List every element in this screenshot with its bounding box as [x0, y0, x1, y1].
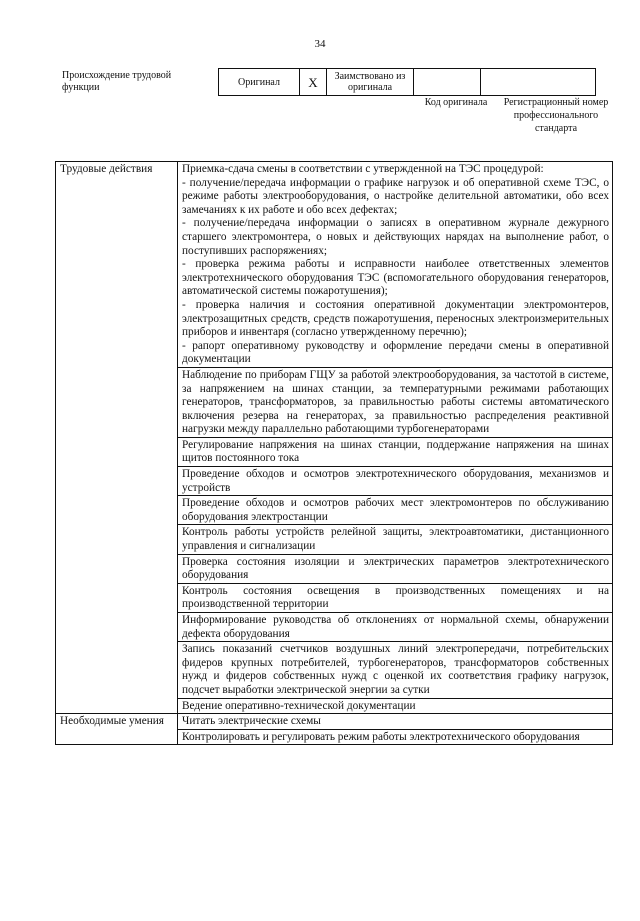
- code-caption: Код оригинала: [424, 97, 488, 108]
- labor-action: Проведение обходов и осмотров рабочих мест электромонтеров по обслуживанию оборудования электростанции: [178, 496, 613, 525]
- function-table: [55, 161, 613, 745]
- page-number: 34: [314, 38, 326, 50]
- labor-action: Проверка состояния изоляции и электрических параметров электротехнического оборудования: [178, 554, 613, 583]
- original-code-cell: [414, 69, 481, 96]
- required-skills-label: Необходимые умения: [56, 714, 178, 745]
- labor-action: Регулирование напряжения на шинах станции, поддержание напряжения на шинах щитов постоянного тока: [178, 437, 613, 466]
- labor-action: Наблюдение по приборам ГЩУ за работой электрооборудования, за частотой в системе, за напряжением на шинах станции, за температурными режимами работающих генераторов, трансформаторов, за правильностью работы системы автоматического включения резерва на генераторах, за правильностью распределения реактивной нагрузки между параллельно работающими турбогенераторами: [178, 367, 613, 437]
- shift-handover-cell: [178, 162, 613, 368]
- labor-action: Проведение обходов и осмотров электротехнического оборудования, механизмов и устройств: [178, 467, 613, 496]
- registration-number-cell: [481, 69, 596, 96]
- list-item: - получение/передача информации о записях в оперативном журнале дежурного старшего электромонтера, о новых и действующих нарядах на выполнение работ, о поступивших распоряжениях;: [182, 217, 609, 257]
- borrowed-cell: Заимствовано из оригинала: [327, 69, 414, 96]
- origin-label: Происхождение трудовой функции: [62, 70, 172, 93]
- labor-action: Контроль состояния освещения в производственных помещениях и на производственной территории: [178, 583, 613, 612]
- list-item: - получение/передача информации о графике нагрузок и об оперативной схеме ТЭС, о режиме работы электрооборудования, о настройке делительной автоматики, обо всех замечаниях к их работе и обо всех дефектах;: [182, 176, 609, 216]
- labor-action: Запись показаний счетчиков воздушных линий электропередачи, потребительских фидеров крупных потребителей, турбогенераторов, трансформаторов собственных нужд и фидеров собственных нужд с оценкой их соответствия графику нагрузок, подсчет выработки электрической энергии за сутки: [178, 642, 613, 698]
- skill: Читать электрические схемы: [178, 714, 613, 730]
- list-item: - рапорт оперативному руководству и оформление передачи смены в оперативной документации: [182, 339, 609, 366]
- labor-action: Информирование руководства об отклонениях от нормальной схемы, обнаружении дефекта оборудования: [178, 613, 613, 642]
- list-item: - проверка наличия и состояния оперативной документации электромонтеров, электрозащитных средств, средств пожаротушения, переносных электроизмерительных приборов и инвентаря (согласно утвержденному перечню);: [182, 298, 609, 339]
- list-item: - проверка режима работы и исправности наиболее ответственных элементов электротехнического оборудования ТЭС (вспомогательного оборудования генераторов, автоматической системы пожаротушения);: [182, 258, 609, 298]
- original-mark: X: [300, 69, 327, 96]
- registration-caption: Регистрационный номер профессионального стандарта: [503, 97, 609, 134]
- labor-actions-label: Трудовые действия: [56, 162, 178, 714]
- original-cell: Оригинал: [219, 69, 300, 96]
- table-row: [56, 162, 613, 368]
- labor-action: Контроль работы устройств релейной защиты, электроавтоматики, дистанционного управления и сигнализации: [178, 525, 613, 554]
- origin-table: [218, 68, 596, 96]
- table-row: [56, 714, 613, 730]
- labor-action: Ведение оперативно-технической документации: [178, 698, 613, 714]
- shift-handover-intro: Приемка-сдача смены в соответствии с утвержденной на ТЭС процедурой:: [182, 163, 544, 175]
- skill: Контролировать и регулировать режим работы электротехнического оборудования: [178, 729, 613, 745]
